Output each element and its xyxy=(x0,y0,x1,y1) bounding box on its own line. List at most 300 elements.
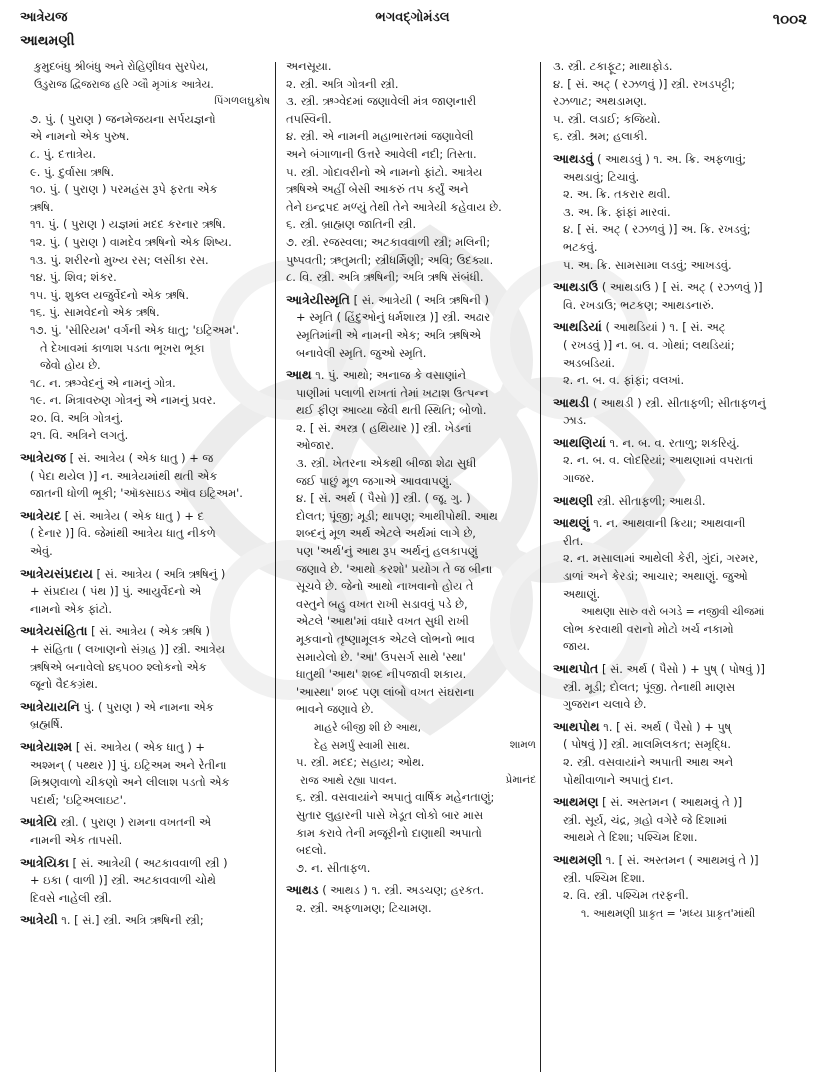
entry-line xyxy=(553,337,811,355)
definition-text: ૨. અ. ક્રિ. તકરાર થવી. xyxy=(563,187,671,202)
definition-text: ૧. આથમણી પ્રાકૃત = 'મધ્ય પ્રાકૃત'માંથી xyxy=(581,906,756,920)
entry-line xyxy=(20,872,270,890)
definition-text: સ્ત્રી. સીતાફળી; આથડી. xyxy=(593,493,706,508)
guide-word-last: આથમણી xyxy=(20,33,75,49)
headword: આત્રેયી xyxy=(20,912,58,928)
entry-line xyxy=(20,716,270,734)
entry-line xyxy=(286,58,536,76)
definition-text: જૂનો વૈદકગ્રંથ. xyxy=(30,677,98,692)
definition-text: + સંપ્રદાય ( પંથ )] પું. આયુર્વેદનો એ xyxy=(30,584,202,599)
definition-text: ૪. [ સં. અટ્ ( રઝળવું )] સ્ત્રી. રખડપટ્ટી; xyxy=(553,76,735,91)
entry-line xyxy=(20,216,270,234)
headword: આત્રેયિકા xyxy=(20,854,69,870)
definition-text: એટલે 'આથ'માં વધારે વખત સુધી રાખી xyxy=(296,614,469,629)
entry-line xyxy=(20,234,270,252)
entry-line xyxy=(286,719,536,737)
entry-line xyxy=(20,641,270,659)
entry-headword-line xyxy=(553,793,811,812)
definition-text: એ નામનો એક પુરુષ. xyxy=(30,129,130,144)
definition-text: ૨. વિ. સ્ત્રી. પશ્ચિમ તરફની. xyxy=(563,888,689,903)
entry-line xyxy=(553,621,811,639)
entry-line xyxy=(20,890,270,908)
definition-text: સ્મૃતિમાંની એ નામની એક; અત્રિ ઋષિએ xyxy=(296,327,482,342)
definition-text: સ્ત્રી. મૂડી; દોલત; પૂંજી. તેનાથી માણસ xyxy=(563,679,736,694)
entry-line xyxy=(20,287,270,305)
column-divider xyxy=(540,62,541,1072)
guide-word-first: આત્રેયજ xyxy=(20,10,68,25)
entry-line xyxy=(553,93,811,111)
definition-text: ૧. ન. બ. વ. રતાળુ; શકરિયું. xyxy=(605,435,740,450)
definition-text: ૩. સ્ત્રી. ટકાફૂટ; માથાફોડ. xyxy=(553,59,673,73)
definition-text: રઝળાટ; અથડામણ. xyxy=(553,94,647,109)
definition-text: ૭. ન. સીતાફળ. xyxy=(296,860,371,875)
definition-text: સુતાર લુહારની પાસે ખેડૂત લોકો બાર માસ xyxy=(296,807,484,822)
entry-line xyxy=(553,58,811,76)
definition-text: ૧૦. પું. ( પુરાણ ) પરમહંસ રૂપે ફરતા એક xyxy=(30,182,218,197)
definition-text: ધાતુથી 'આથ' શબ્દ નીપજાવી શકાય. xyxy=(296,667,467,682)
quote-source: શામળ xyxy=(509,738,536,751)
entry-line xyxy=(20,392,270,410)
entry-line xyxy=(553,829,811,847)
entry-line xyxy=(553,679,811,697)
entry-line xyxy=(286,234,536,252)
entry-line xyxy=(553,870,811,888)
entry-line xyxy=(286,701,536,719)
definition-text: ૬. સ્ત્રી. વસવાયાંને અપાતું વાર્ષિક મહેનતાણું; xyxy=(296,790,495,805)
definition-text: 'આસ્થા' શબ્દ પણ લાંબો વખત સંઘરાના xyxy=(296,684,475,699)
quote-source: પ્રેમાનંદ xyxy=(505,773,536,786)
entry-line xyxy=(553,470,811,488)
definition-text: + ઇકા ( વાળી )] સ્ત્રી. અટકાવવાળી ચોથે xyxy=(30,873,216,888)
headword: આથડ xyxy=(286,882,319,898)
entry-line xyxy=(20,357,270,375)
definition-text: પું. ( પુરાણ ) એ નામના એક xyxy=(79,699,214,714)
entry-headword-line xyxy=(286,291,536,310)
definition-text: ૪. [ સં. અર્થ ( પૈસો )] સ્ત્રી. ( જૂ. ગુ. ) xyxy=(296,491,471,506)
entry-line xyxy=(553,812,811,830)
entry-line xyxy=(20,832,270,850)
entry-headword-line xyxy=(553,514,811,533)
definition-text: રીત. xyxy=(563,533,584,548)
entry-line xyxy=(20,774,270,792)
definition-text: ૩. સ્ત્રી. ખેતરના એકથી બીજા શેઢા સુધી xyxy=(296,456,477,471)
entry-line xyxy=(286,525,536,543)
entry-line xyxy=(20,485,270,503)
entry-line xyxy=(286,772,536,790)
definition-text: [ સં. અર્થ ( પૈસો ) + પુષ્ ( પોષવું )] xyxy=(598,662,765,676)
headword: આત્રેયીસ્મૃતિ xyxy=(286,291,351,307)
entry-headword-line xyxy=(553,434,811,453)
page-number: ૧૦૦૨ xyxy=(772,10,807,28)
entry-headword-line xyxy=(553,492,811,511)
definition-text: ૪. [ સં. અટ્ ( રઝળવું )] અ. ક્રિ. રખડવું; xyxy=(563,222,751,237)
definition-text: [ સં. અસ્તમન ( આથમવું તે )] xyxy=(598,795,743,810)
definition-text: ૨. સ્ત્રી. વસવાયાંને અપાતી આથ અને xyxy=(563,754,734,769)
entry-headword-line xyxy=(20,911,270,930)
definition-text: ૧. પું. આથો; અનાજ કે વસાણાંને xyxy=(311,368,466,383)
headword: આત્રેયસંપ્રદાય xyxy=(20,565,93,581)
definition-text: સ્ત્રી. ( પુરાણ ) રામના વખતની એ xyxy=(56,815,212,830)
definition-text: ૧૭. પું. 'સીરિયમ' વર્ગની એક ધાતુ; 'ઇટ્રિઅમ'. xyxy=(30,322,240,337)
entry-line xyxy=(286,543,536,561)
definition-text: ૧૪. પું. શિવ; શંકર. xyxy=(30,270,117,285)
page-header xyxy=(0,0,825,56)
entry-headword-line xyxy=(553,718,811,737)
definition-text: + સ્મૃતિ ( હિંદુઓનું ધર્મશાસ્ત્ર )] સ્ત્રી. અઢાર xyxy=(296,310,491,325)
entry-line xyxy=(286,490,536,508)
definition-text: કુમુદબંધુ શ્રીબંધુ અને રોહિણીધવ સુરપેય, xyxy=(34,60,209,73)
definition-text: બનાવેલી સ્મૃતિ. જુઓ સ્મૃતિ. xyxy=(296,345,427,360)
definition-text: ૮. પું. દત્તાત્રેય. xyxy=(30,146,96,161)
entry-headword-line xyxy=(553,394,811,413)
definition-text: ૧. [ સં.] સ્ત્રી. અત્રિ ઋષિની સ્ત્રી; xyxy=(57,913,204,928)
entry-line xyxy=(20,181,270,199)
entry-line xyxy=(553,257,811,275)
definition-text: [ સં. આત્રેયી ( અટકાવવાળી સ્ત્રી ) xyxy=(68,855,228,870)
entry-headword-line xyxy=(20,698,270,717)
headword: આત્રેયસંહિતા xyxy=(20,623,88,639)
definition-text: ૧૬. પું. સામવેદનો એક ઋષિ. xyxy=(30,305,160,320)
entry-line xyxy=(286,199,536,217)
running-title: ભગવદ્ગોમંડલ xyxy=(375,10,450,25)
definition-text: મિશ્રણવાળો ચીકણો અને લીલાશ પડતો એક xyxy=(30,775,230,790)
definition-text: ૪. સ્ત્રી. એ નામની મહાભારતમાં જણાવેલી xyxy=(286,129,474,144)
entry-line xyxy=(286,684,536,702)
entry-line xyxy=(553,204,811,222)
definition-text: ઓજાર. xyxy=(296,438,335,453)
entry-line xyxy=(286,631,536,649)
definition-text: જાતની ધોળી ભૂકી; 'ઑક્સાઇડ ઑવ ઇટ્રિઅમ'. xyxy=(30,486,243,501)
definition-text: ૫. સ્ત્રી. લડાઈ; કજિયો. xyxy=(553,111,661,126)
headword: આત્રેયાયનિ xyxy=(20,698,80,714)
entry-line xyxy=(553,111,811,129)
headword: આથ xyxy=(286,367,312,383)
definition-text: ( આથડ ) ૧. સ્ત્રી. અડચણ; હરકત. xyxy=(318,883,484,898)
headword: આથડવું xyxy=(553,150,594,166)
definition-text: બ્રહ્મર્ષિ. xyxy=(30,717,64,732)
entry-line xyxy=(553,550,811,568)
entry-line xyxy=(20,199,270,217)
entry-line xyxy=(286,269,536,287)
entry-line xyxy=(553,169,811,187)
entry-line xyxy=(20,410,270,428)
definition-text: પાણીમાં પલાળી રાખતાં તેમાં ખટાશ ઉત્પન્ન xyxy=(296,385,489,400)
definition-text: ૨. સ્ત્રી. અફળામણ; ટિચામણ. xyxy=(296,900,432,915)
definition-text: ( આથડી ) સ્ત્રી. સીતાફળી; સીતાફળનું xyxy=(589,395,766,410)
entry-line xyxy=(286,666,536,684)
definition-text: નામનો એક ફાંટો. xyxy=(30,601,112,616)
definition-text: ૧૧. પું. ( પુરાણ ) યજ્ઞમાં મદદ કરનાર ઋષિ. xyxy=(30,217,226,232)
entry-line xyxy=(553,239,811,257)
entry-headword-line xyxy=(286,881,536,900)
definition-text: ઋષિ. xyxy=(30,199,54,214)
definition-text: ૨. ન. બ. વ. લોદરિયાં; આથણામાં વપરાતાં xyxy=(563,453,754,468)
definition-text: તેને ઇન્દ્રપદ મળ્યું તેથી તેને આત્રેયી કહેવાય છે. xyxy=(286,199,502,214)
entry-line xyxy=(286,578,536,596)
definition-text: બદલો. xyxy=(296,843,327,858)
entry-line xyxy=(286,596,536,614)
definition-text: દોલત; પૂંજી; મૂડી; થાપણ; આથીપોથી. આથ xyxy=(296,508,498,523)
entry-line xyxy=(553,533,811,551)
entry-line xyxy=(286,473,536,491)
definition-text: તે દેખાવમાં કાળાશ પડતા ભૂખરા ભૂકા xyxy=(40,340,205,355)
definition-text: ૧. [ સં. અર્થ ( પૈસો ) + પુષ્ xyxy=(599,719,732,734)
entry-line xyxy=(553,772,811,790)
entry-line xyxy=(286,737,536,755)
entry-line xyxy=(286,111,536,129)
definition-text: ૭. સ્ત્રી. રજસ્વલા; અટકાવવાળી સ્ત્રી; મલિની; xyxy=(286,234,491,249)
definition-text: ઝાડ. xyxy=(563,413,587,428)
entry-line xyxy=(553,372,811,390)
headword: આથણું xyxy=(553,515,590,531)
entry-headword-line xyxy=(20,738,270,757)
entry-line xyxy=(286,754,536,772)
definition-text: ઋષિએ અહીં બેસી આકરું તપ કર્યું અને xyxy=(286,182,469,197)
definition-text: જઈ પાછું મૂળ જગાએ આવવાપણું. xyxy=(296,473,453,488)
definition-text: થઈ ફીણ આવ્યા જેવી થતી સ્થિતિ; બોળો. xyxy=(296,403,487,418)
entry-line xyxy=(286,327,536,345)
headword: આત્રેયાશ્મ xyxy=(20,738,73,754)
headword: આથડાઉ xyxy=(553,279,599,295)
entry-line xyxy=(553,412,811,430)
entry-line xyxy=(20,164,270,182)
definition-text: ગાજર. xyxy=(563,471,595,486)
entry-line xyxy=(20,146,270,164)
headword: આથમણી xyxy=(553,851,603,867)
entry-line xyxy=(20,76,270,94)
definition-text: ( દેનાર )] વિ. જેમાંથી આત્રેય ધાતુ નીકળે xyxy=(30,526,216,541)
entry-line xyxy=(286,561,536,579)
definition-text: અથડાવું; ટિચાવું. xyxy=(563,169,640,184)
entry-line xyxy=(20,583,270,601)
entry-line xyxy=(20,322,270,340)
entry-line xyxy=(553,603,811,621)
definition-text: ૩. અ. ક્રિ. ફાંફાં મારવાં. xyxy=(563,204,671,219)
entry-line xyxy=(20,375,270,393)
entry-line xyxy=(553,221,811,239)
definition-text: ૮. વિ. સ્ત્રી. અત્રિ ઋષિની; અત્રિ ઋષિ સંબંધી. xyxy=(286,270,484,285)
entry-line xyxy=(20,792,270,810)
entry-headword-line xyxy=(20,449,270,468)
entry-line xyxy=(286,146,536,164)
entry-line xyxy=(553,76,811,94)
definition-text: અડબડિયાં. xyxy=(563,355,615,370)
entry-line xyxy=(553,452,811,470)
definition-text: સમાયેલો છે. 'આ' ઉપસર્ગ સાથે 'સ્થા' xyxy=(296,649,466,664)
definition-text: ૧. [ સં. અસ્તમન ( આથમવું તે )] xyxy=(602,852,759,867)
definition-text: ૨. ન. બ. વ. ફાંફાં; વલખાં. xyxy=(563,373,685,388)
entry-line xyxy=(20,58,270,76)
entry-line xyxy=(286,437,536,455)
definition-text: ભટકવું. xyxy=(563,239,598,254)
entry-line xyxy=(286,93,536,111)
entry-line xyxy=(286,385,536,403)
definition-text: ૧૯. ન. મિત્રાવરુણ ગોત્રનું એ નામનું પ્રવર. xyxy=(30,393,217,408)
entry-line xyxy=(20,659,270,677)
definition-text: ૧૩. પું. શરીરનો મુખ્ય રસ; લસીકા રસ. xyxy=(30,252,209,267)
definition-text: ૭. પું. ( પુરાણ ) જનમેજયના સર્પયજ્ઞનો xyxy=(30,111,216,126)
definition-text: જેવો હોય છે. xyxy=(40,358,101,373)
entry-line xyxy=(286,252,536,270)
definition-text: ૨. ન. મસાલામાં આથેલી કેરી, ગુંદાં, ગરમર, xyxy=(563,551,759,566)
entry-headword-line xyxy=(553,851,811,870)
column-middle xyxy=(286,58,536,918)
entry-line xyxy=(553,128,811,146)
definition-text: ૬. સ્ત્રી. બ્રાહ્મણ જાતિની સ્ત્રી. xyxy=(286,217,417,232)
entry-headword-line xyxy=(553,278,811,297)
definition-text: આથમે તે દિશા; પશ્ચિમ દિશા. xyxy=(563,830,698,845)
definition-text: ૨. [ સં. અસ્ત્ર ( હથિયાર )] સ્ત્રી. ખેડનાં xyxy=(296,420,472,435)
entry-headword-line xyxy=(20,854,270,873)
entry-line xyxy=(20,93,270,111)
entry-line xyxy=(286,900,536,918)
definition-text: મૂકવાનો તૃષ્ણામૂલક એટલે લોભનો ભાવ xyxy=(296,632,475,646)
definition-text: આથણા સારુ વરો બગડે = નજીવી ચીજમાં xyxy=(581,605,765,619)
definition-text: [ સં. આત્રેય ( એક ઋષિ ) xyxy=(87,624,210,639)
entry-line xyxy=(553,186,811,204)
definition-text: ૫. સ્ત્રી. ગોદાવરીનો એ નામનો ફાંટો. આત્રેય xyxy=(286,164,483,179)
definition-text: ભાવને જણાવે છે. xyxy=(296,702,374,717)
definition-text: ૧. ન. આથવાની ક્રિયા; આથવાની xyxy=(589,516,746,531)
entry-line xyxy=(553,586,811,604)
entry-line xyxy=(20,252,270,270)
headword: આથણિયાં xyxy=(553,434,606,450)
column-right xyxy=(553,58,811,922)
entry-line xyxy=(20,468,270,486)
entry-line xyxy=(286,789,536,807)
definition-text: સ્ત્રી. પશ્ચિમ દિશા. xyxy=(563,870,646,885)
definition-text: સ્ત્રી. સૂર્ય, ચંદ્ર, ગ્રહો વગેરે જે દિશામાં xyxy=(563,812,728,827)
headword: આથડિયાં xyxy=(553,319,602,335)
definition-text: ૧૮. ન. ઋગ્વેદનું એ નામનું ગોત્ર. xyxy=(30,375,176,390)
entry-line xyxy=(286,807,536,825)
entry-headword-line xyxy=(20,507,270,526)
entry-headword-line xyxy=(553,318,811,337)
headword: આથપોથ xyxy=(553,718,600,734)
entry-line xyxy=(286,825,536,843)
entry-line xyxy=(286,649,536,667)
entry-line xyxy=(20,128,270,146)
definition-text: પુષ્પવતી; ઋતુમતી; સ્ત્રીધર્મિણી; અવિ; ઉદક્યા. xyxy=(286,252,494,267)
entry-headword-line xyxy=(553,150,811,169)
column-divider xyxy=(275,62,276,1072)
definition-text: ૨૦. વિ. અત્રિ ગોત્રનું. xyxy=(30,410,124,425)
definition-text: ૨૧. વિ. અત્રિને લગતું. xyxy=(30,428,129,443)
definition-text: ૩. સ્ત્રી. ઋગ્વેદમાં જણાવેલી મંત્ર જાણનારી xyxy=(286,94,477,109)
entry-line xyxy=(286,181,536,199)
definition-text: એવું. xyxy=(30,544,53,559)
definition-text: વસ્તુને બહુ વખત રાખી સડાવવું પડે છે, xyxy=(296,596,468,611)
definition-text: જણાવે છે. 'આથો કરશો' પ્રયોગ તે જ બીના xyxy=(296,561,493,576)
entry-line xyxy=(20,525,270,543)
entry-line xyxy=(20,269,270,287)
entry-line xyxy=(20,304,270,322)
definition-text: ૬. સ્ત્રી. શ્રમ; હલાકી. xyxy=(553,129,648,144)
definition-text: પદાર્થ; 'ઇટ્રિઅલાઇટ'. xyxy=(30,792,127,807)
headword: આત્રેયજ xyxy=(20,450,66,466)
entry-line xyxy=(286,309,536,327)
definition-text: ( આથડાઉ ) [ સં. અટ્ ( રઝળવું )] xyxy=(598,280,763,295)
entry-line xyxy=(553,355,811,373)
entry-headword-line xyxy=(553,660,811,679)
headword: આત્રેયદ xyxy=(20,507,62,523)
entry-headword-line xyxy=(20,813,270,832)
entry-line xyxy=(553,887,811,905)
column-left xyxy=(20,58,270,930)
headword: આથમણ xyxy=(553,794,599,810)
entry-line xyxy=(553,297,811,315)
definition-text: ૨. સ્ત્રી. અત્રિ ગોત્રની સ્ત્રી. xyxy=(286,76,399,91)
definition-text: ( આથડિયાં ) ૧. [ સં. અટ્ xyxy=(601,320,726,335)
entry-headword-line xyxy=(20,565,270,584)
definition-text: ( પોષવું )] સ્ત્રી. માલમિલકત; સમૃદ્ધિ. xyxy=(563,737,732,752)
definition-text: ડાળાં અને કેરડાં; આચાર; અથાણું. જુઓ xyxy=(563,569,748,584)
definition-text: દેહ સમર્પું સ્વામી સાથ. xyxy=(314,738,410,752)
entry-line xyxy=(553,754,811,772)
definition-text: રાજ આથે રહ્યા પાવન. xyxy=(300,773,397,787)
entry-line xyxy=(553,736,811,754)
entry-headword-line xyxy=(286,366,536,385)
definition-text: ૫. સ્ત્રી. મદદ; સહાય; ઓથ. xyxy=(296,755,425,770)
definition-text: અને બંગાળાની ઉત્તરે આવેલી નદી; તિસ્તા. xyxy=(286,146,477,161)
entry-line xyxy=(286,613,536,631)
definition-text: ઋષિએ બનાવેલો ૪૬૫૦૦ શ્લોકનો એક xyxy=(30,659,207,674)
definition-text: વિ. રખડાઉ; ભટકણ; આથડનારું. xyxy=(563,297,715,312)
definition-text: માહરે બીજી શી છે આથ, xyxy=(314,720,422,734)
entry-line xyxy=(20,757,270,775)
entry-line xyxy=(20,601,270,619)
entry-line xyxy=(286,216,536,234)
definition-text: અનસૂયા. xyxy=(286,59,332,73)
entry-line xyxy=(286,402,536,420)
definition-text: ઉડુરાજ દ્વિજરાજ હરિ ગ્લૌ મૃગાંક આત્રેય. xyxy=(34,77,214,91)
definition-text: ૧૨. પું. ( પુરાણ ) વામદેવ ઋષિનો એક શિષ્ય. xyxy=(30,234,232,249)
headword: આથડી xyxy=(553,394,590,410)
entry-line xyxy=(286,842,536,860)
definition-text: + સંહિતા ( લખાણનો સંગ્રહ )] સ્ત્રી. આત્રેય xyxy=(30,642,226,656)
definition-text: પોથીવાળાને અપાતું દાન. xyxy=(563,772,674,787)
definition-text: અથાણું. xyxy=(563,586,601,601)
entry-line xyxy=(286,76,536,94)
headword: આત્રેયિ xyxy=(20,814,57,830)
entry-line xyxy=(286,508,536,526)
headword: આથપોત xyxy=(553,661,599,676)
definition-text: નામની એક તાપસી. xyxy=(30,832,123,847)
definition-text: શબ્દનું મૂળ અર્થ એટલે અર્થમાં લાગે છે, xyxy=(296,526,476,541)
entry-headword-line xyxy=(20,622,270,641)
definition-text: તપસ્વિની. xyxy=(286,111,332,126)
definition-text: કામ કરાવે તેની મજૂરીનો દાણાથી અપાતો xyxy=(296,825,482,840)
definition-text: ૫. અ. ક્રિ. સામસામા લડવું; આખડવું. xyxy=(563,257,732,272)
entry-line xyxy=(286,345,536,363)
definition-text: [ સં. આત્રેય ( અત્રિ ઋષિનું ) xyxy=(92,566,226,581)
definition-text: ગુજરાન ચલાવે છે. xyxy=(563,697,647,712)
entry-line xyxy=(286,455,536,473)
entry-line xyxy=(286,128,536,146)
entry-line xyxy=(553,696,811,714)
entry-line xyxy=(20,111,270,129)
entry-line xyxy=(286,860,536,878)
definition-text: પિંગળલઘુકોષ xyxy=(214,95,270,108)
definition-text: સૂચવે છે. જેનો આથો નાખવાનો હોય તે xyxy=(296,579,474,594)
definition-text: પણ 'અર્થ'નું આથ રૂપ અર્થનું હલકાપણું xyxy=(296,544,478,559)
entry-line xyxy=(553,568,811,586)
definition-text: [ સં. આત્રેયી ( અત્રિ ઋષિની ) xyxy=(350,292,489,307)
definition-text: [ સં. આત્રેય ( એક ધાતુ ) + દ xyxy=(61,508,204,523)
entry-line xyxy=(286,164,536,182)
definition-text: જાય. xyxy=(563,639,591,654)
entry-line xyxy=(20,340,270,358)
